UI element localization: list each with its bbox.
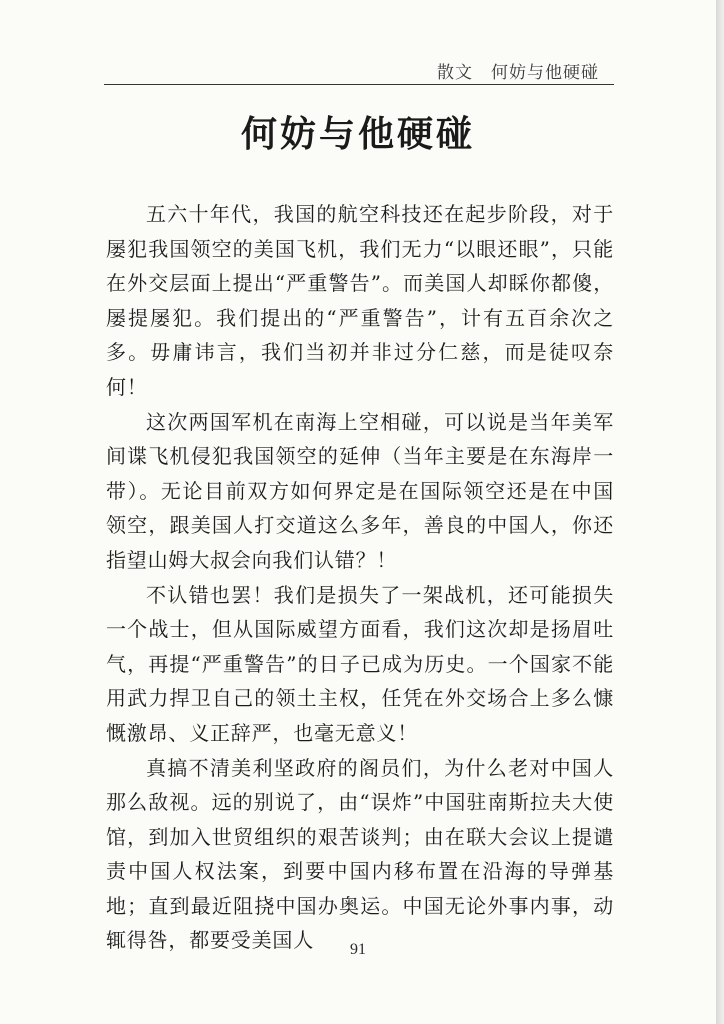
running-head-chapter: 何妨与他硬碰: [491, 63, 599, 83]
running-head-section: 散文: [437, 63, 473, 83]
header-rule: [104, 84, 614, 85]
page-number: 91: [350, 941, 366, 958]
paragraph: 真搞不清美利坚政府的阁员们，为什么老对中国人那么敌视。远的别说了，由“误炸”中国驻南斯拉夫大使馆，到加入世贸组织的艰苦谈判；由在联大会议上提谴责中国人权法案，到要中国内移布置在沿海的导弹基地；直到最近阻挠中国办奥运。中国无论外事内事，动辄得咎，都要受美国人: [106, 755, 614, 953]
page-edge: [716, 0, 724, 1024]
article-title: 何妨与他硬碰: [240, 113, 475, 155]
running-head: [437, 58, 599, 83]
paragraph: 五六十年代，我国的航空科技还在起步阶段，对于屡犯我国领空的美国飞机，我们无力“以眼还眼”，只能在外交层面上提出“严重警告”。而美国人却睬你都傻，屡提屡犯。我们提出的“严重警告”，计有五百余次之多。毋庸讳言，我们当初并非过分仁慈，而是徒叹奈何！: [106, 202, 614, 399]
paragraph: 这次两国军机在南海上空相碰，可以说是当年美军间谍飞机侵犯我国领空的延伸（当年主要是在东海岸一带）。无论目前双方如何界定是在国际领空还是在中国领空，跟美国人打交道这么多年，善良的中国人，你还指望山姆大叔会向我们认错？！: [106, 409, 614, 572]
paragraph: 不认错也罢！我们是损失了一架战机，还可能损失一个战士，但从国际威望方面看，我们这次却是扬眉吐气，再提“严重警告”的日子已成为历史。一个国家不能用武力捍卫自己的领土主权，任凭在外交场合上多么慷慨激昂、义正辞严，也毫无意义！: [106, 582, 614, 745]
article-body: [106, 197, 614, 958]
